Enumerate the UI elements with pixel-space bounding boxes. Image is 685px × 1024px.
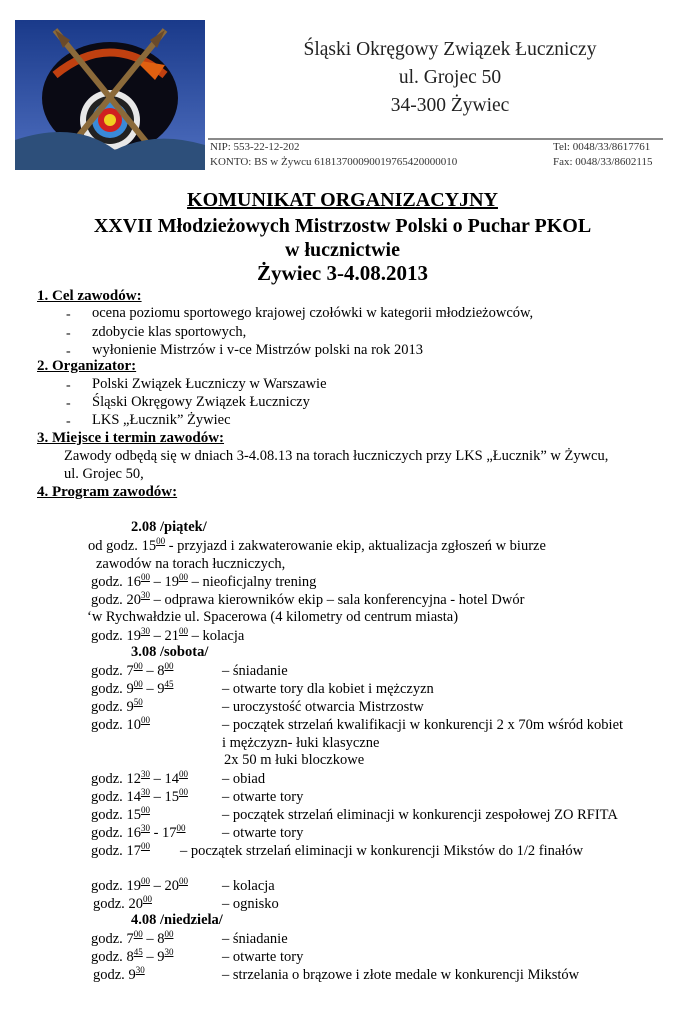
schedule-desc: – strzelania o brązowe i złote medale w konkurencji Mikstów xyxy=(222,967,580,983)
schedule-desc: – początek strzelań eliminacji w konkurencji zespołowej ZO RFITA xyxy=(222,807,618,823)
bank-account: KONTO: BS w Żywcu 61813700090019765420000010 xyxy=(210,156,458,168)
venue-address: ul. Grojec 50, xyxy=(64,466,144,482)
logo xyxy=(15,20,205,170)
section-2-heading: 2. Organizator: xyxy=(37,358,137,374)
schedule-row: godz. $19^{30} - 21^{00}$ – kolacja xyxy=(91,626,245,644)
event-place-date: Żywiec 3-4.08.2013 xyxy=(257,261,428,285)
doc-title: KOMUNIKAT ORGANIZACYJNY xyxy=(187,189,498,211)
event-name: XXVII Młodzieżowych Mistrzostw Polski o Puchar PKOL xyxy=(93,215,592,237)
schedule-time: godz. $15^{00}$ xyxy=(91,805,150,823)
schedule-time: godz. $8^{45} - 9^{30}$ xyxy=(91,947,174,965)
schedule-time: godz. $7^{00} - 8^{00}$ xyxy=(91,661,174,679)
section-3-heading: 3. Miejsce i termin zawodów: xyxy=(37,430,225,446)
letterhead xyxy=(285,36,615,120)
list-item: zdobycie klas sportowych, xyxy=(92,324,247,340)
schedule-time: godz. $20^{00}$ xyxy=(93,894,152,912)
section-4-heading: 4. Program zawodów: xyxy=(37,484,178,500)
list-item: ocena poziomu sportowego krajowej czołówki w kategorii młodzieżowców, xyxy=(92,305,534,321)
schedule-time: godz. $14^{30} - 15^{00}$ xyxy=(91,787,188,805)
org-name: Śląski Okręgowy Związek Łuczniczy xyxy=(303,39,597,60)
schedule-desc: – śniadanie xyxy=(222,663,288,679)
section-1-heading: 1. Cel zawodów: xyxy=(37,288,142,304)
schedule-desc: – śniadanie xyxy=(222,931,288,947)
schedule-desc-cont: i mężczyzn- łuki klasyczne xyxy=(222,735,380,751)
schedule-time: godz. $17^{00}$ xyxy=(91,841,150,859)
schedule-desc: – początek strzelań eliminacji w konkurencji Mikstów do 1/2 finałów xyxy=(180,843,584,859)
list-item: Polski Związek Łuczniczy w Warszawie xyxy=(92,376,327,392)
venue-line: Zawody odbędą się w dniach 3-4.08.13 na torach łuczniczych przy LKS „Łucznik” w Żywcu, xyxy=(64,448,609,464)
bullet-dash: - xyxy=(66,307,71,322)
day-friday: 2.08 /piątek/ xyxy=(131,519,207,535)
schedule-desc-cont: 2x 50 m łuki bloczkowe xyxy=(224,752,365,768)
schedule-time: godz. $9^{30}$ xyxy=(93,965,145,983)
org-city: 34-300 Żywiec xyxy=(390,95,510,116)
org-street: ul. Grojec 50 xyxy=(398,67,502,88)
bullet-dash: - xyxy=(66,326,71,341)
nip: NIP: 553-22-12-202 xyxy=(210,141,300,153)
schedule-desc: – otwarte tory dla kobiet i mężczyzn xyxy=(222,681,434,697)
phone: Tel: 0048/33/8617761 xyxy=(553,141,651,153)
schedule-row-cont: zawodów na torach łuczniczych, xyxy=(96,556,286,572)
schedule-time: godz. $9^{50}$ xyxy=(91,697,143,715)
list-item: Śląski Okręgowy Związek Łuczniczy xyxy=(92,394,310,410)
bullet-dash: - xyxy=(66,396,71,411)
day-sunday: 4.08 /niedziela/ xyxy=(131,912,223,928)
schedule-time: godz. $7^{00} - 8^{00}$ xyxy=(91,929,174,947)
schedule-desc: – kolacja xyxy=(222,878,275,894)
schedule-desc: – obiad xyxy=(222,771,266,787)
schedule-desc: – uroczystość otwarcia Mistrzostw xyxy=(222,699,424,715)
schedule-desc: – początek strzelań kwalifikacji w konkurencji 2 x 70m wśród kobiet xyxy=(222,717,624,733)
schedule-row: godz. $20^{30}$ – odprawa kierowników ekip – sala konferencyjna - hotel Dwór xyxy=(91,590,525,608)
bullet-dash: - xyxy=(66,414,71,429)
schedule-row: godz. $16^{00} - 19^{00}$ – nieoficjalny trening xyxy=(91,572,317,590)
list-item: LKS „Łucznik” Żywiec xyxy=(92,412,231,428)
schedule-desc: – ognisko xyxy=(222,896,279,912)
schedule-time: godz. $10^{00}$ xyxy=(91,715,150,733)
day-saturday: 3.08 /sobota/ xyxy=(131,644,209,660)
bullet-dash: - xyxy=(66,378,71,393)
schedule-row: od godz. $15^{00}$ - przyjazd i zakwaterowanie ekip, aktualizacja zgłoszeń w biurze xyxy=(88,536,546,554)
list-item: wyłonienie Mistrzów i v-ce Mistrzów polski na rok 2013 xyxy=(92,342,424,358)
schedule-time: godz. $9^{00} - 9^{45}$ xyxy=(91,679,174,697)
event-discipline: w łucznictwie xyxy=(285,239,400,261)
schedule-desc: – otwarte tory xyxy=(222,825,304,841)
schedule-desc: – otwarte tory xyxy=(222,789,304,805)
schedule-time: godz. $16^{30} - 17^{00}$ xyxy=(91,823,186,841)
schedule-time: godz. $12^{30} - 14^{00}$ xyxy=(91,769,188,787)
schedule-row-cont: ‘w Rychwałdzie ul. Spacerowa (4 kilometry od centrum miasta) xyxy=(87,609,459,625)
schedule-desc: – otwarte tory xyxy=(222,949,304,965)
schedule-time: godz. $19^{00} - 20^{00}$ xyxy=(91,876,188,894)
bullet-dash: - xyxy=(66,344,71,359)
fax: Fax: 0048/33/8602115 xyxy=(553,156,653,168)
